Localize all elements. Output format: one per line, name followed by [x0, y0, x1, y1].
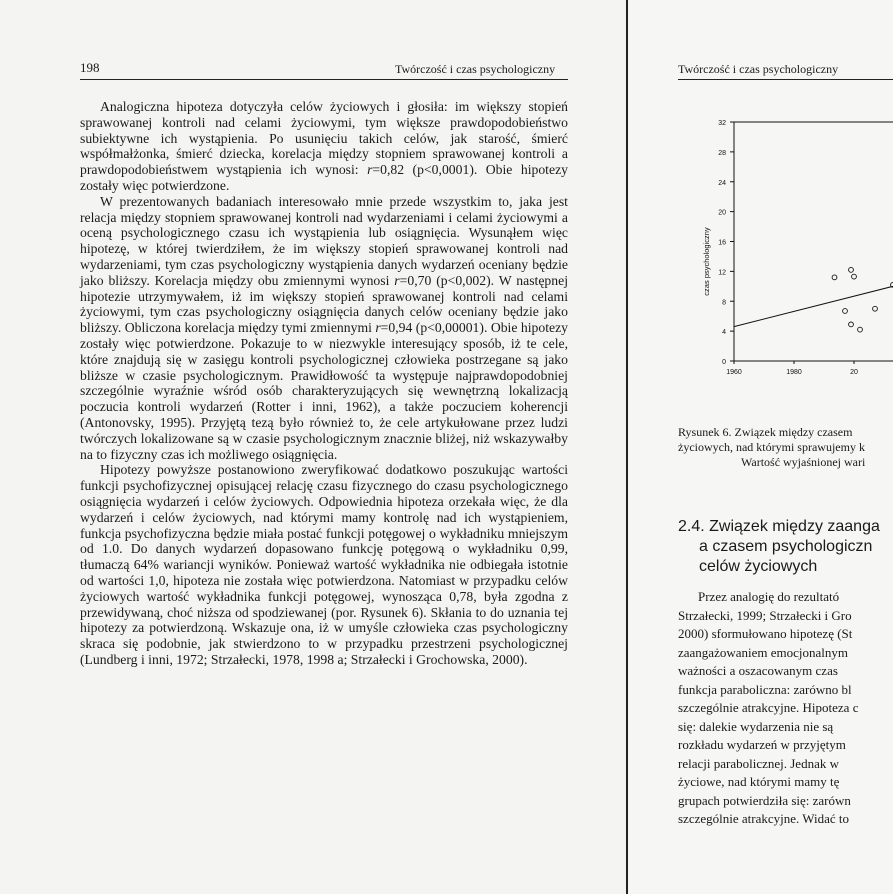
x-tick-label: 20 — [850, 369, 858, 376]
y-tick-label: 24 — [718, 179, 726, 187]
x-tick-label: 1960 — [726, 369, 742, 376]
paragraph-1 — [80, 99, 568, 194]
paragraph-2 — [80, 194, 568, 463]
paragraph-3 — [80, 462, 568, 667]
y-tick-label: 32 — [718, 120, 726, 127]
right-text-line: 2000) sformułowano hipotezę (St — [678, 626, 853, 641]
caption-line: Rysunek 6. Związek między czasem — [678, 425, 853, 439]
right-text-line: Strzałecki, 1999; Strzałecki i Gro — [678, 607, 852, 623]
y-tick-label: 16 — [718, 239, 726, 247]
paragraph-text: =0,94 (p<0,00001). Obie hipotezy zostały więc potwierdzone. Pokazuje to w niezwykle interesujący sposób, iż te cele, które znajdują się w zasięgu kontroli psychologicznej człowieka postrzegane są jako bliższe w czasie psychologicznym. Prawidłowość ta występuje najprawdopodobniej szczególnie wyraźnie wśród osób charakteryzujących się wewnętrzną lokalizacją poczucia kontroli wydarzeń (Rotter i inni, 1962), a także poczuciem koherencji (Antonovsky, 1995). Przyjętą tezą było również to, że cele artykułowane przez ludzi twórczych lokalizowane są w czasie psychologicznym znacznie bliżej, niż wskazywałby na to fizyczny czas ich możliwego osiągnięcia. — [80, 320, 569, 462]
paragraph-text: r — [367, 162, 373, 178]
y-axis-label: czas psychologiczny — [702, 227, 711, 296]
y-tick-label: 8 — [722, 299, 726, 307]
right-text-line: Przez analogię do rezultató — [698, 589, 840, 604]
paragraph-text: r — [394, 272, 400, 288]
y-tick-label: 4 — [722, 329, 726, 337]
body-text — [80, 99, 568, 668]
paragraph-text: =0,70 (p<0,002). W następnej hipotezie utrzymywałem, iż im większy stopień sprawowanej kontroli nad celami życiowymi, tym czas psychologiczny osiągnięcia danych celów oceniany będzie jako bliższy. Obliczona korelacja między tymi zmiennymi — [80, 272, 568, 336]
y-tick-label: 12 — [718, 269, 726, 277]
right-body-text — [678, 588, 893, 829]
paragraph-text: =0,82 (p<0,0001). Obie hipotezy zostały więc potwierdzone. — [80, 162, 568, 193]
data-point — [843, 309, 848, 314]
paragraph-text: W prezentowanych badaniach interesowało mnie przede wszystkim to, jaka jest relacja między stopniem sprawowanej kontroli nad wydarzeniami i celami życiowymi a oceną psychologicznego czasu ich wystąpienia lub osiągnięcia. Wysunąłem więc hipotezę, w której twierdziłem, że im większy stopień sprawowanej kontroli nad wydarzeniami, tym czas psychologiczny wystąpienia danych wydarzeń oceniany będzie jako bliższy. Korelacja między obu zmiennymi wynosi — [80, 193, 568, 288]
right-text-line: funkcja paraboliczna: zarówno bl — [678, 681, 852, 697]
data-point — [849, 322, 854, 327]
right-text-line: rozkładu wydarzeń w przyjętym — [678, 737, 846, 752]
y-tick-label: 28 — [718, 149, 726, 157]
running-header-left: Twórczość i czas psychologiczny — [395, 62, 556, 76]
running-header-right: Twórczość i czas psychologiczny — [678, 62, 839, 76]
data-point — [849, 267, 854, 272]
section-heading — [678, 517, 880, 577]
section-heading-line: 2.4. Związek między zaanga — [678, 518, 880, 535]
right-text-line: zaangażowaniem emocjonalnym — [678, 644, 849, 660]
data-point — [832, 275, 837, 280]
caption-line: Wartość wyjaśnionej wari — [741, 455, 866, 469]
data-point — [858, 327, 863, 332]
paragraph-text: r — [375, 320, 381, 336]
paragraph-text: Analogiczna hipoteza dotyczyła celów życiowych i głosiła: im większy stopień sprawowanej kontroli nad celami życiowymi, tym większe prawdopodobieństwo subiektywne ich wystąpienia. Po usunięciu takich celów, jak starość, śmierć współmałżonka, śmierć dziecka, korelacja między stopniem sprawowanej kontroli a prawdopodobieństwem wystąpienia ich wynosi: — [80, 99, 568, 178]
section-heading-line: celów życiowych — [699, 558, 818, 575]
x-tick-label: 1980 — [786, 369, 802, 376]
page-number: 198 — [80, 60, 100, 75]
y-tick-label: 20 — [718, 209, 726, 217]
header-rule-left — [80, 79, 568, 80]
data-point — [873, 306, 878, 311]
section-heading-line: a czasem psychologiczn — [699, 538, 873, 555]
right-text-line: grupach potwierdziła się: zarówn — [678, 792, 851, 808]
right-text-line: szczególnie atrakcyjne. Widać to — [678, 811, 850, 826]
right-page — [628, 0, 893, 894]
right-text-line: szczególnie atrakcyjne. Hipoteza c — [678, 700, 859, 715]
paragraph-text: Hipotezy powyższe postanowiono zweryfikować dodatkowo poszukując wartości funkcji psychofizycznej opisującej relację czasu fizycznego do czasu psychologicznego osiągnięcia wydarzeń i celów życiowych. Odpowiednia hipoteza orzekała więc, że dla wydarzeń i celów życiowych, nad którymi mamy kontrolę nad ich wystąpieniem, funkcja psychofizyczna będzie miała postać funkcji potęgowej o wykładniku mniejszym od 1.0. Do danych wydarzeń dopasowano funkcję potęgową o wykładniku 0,99, tłumaczą 64% wariancji wyników. Ponieważ wartość wykładnika nie odbiegała istotnie od wartości 1,0, hipoteza nie została więc potwierdzona. Natomiast w przypadku celów życiowych wartość wykładnika funkcji potęgowej, wynosząca 0,78, była zgodna z przewidywaną, choć niższa od spodziewanej (por. Rysunek 6). Skłania to do uznania tej hipotezy za potwierdzoną. Wskazuje ona, iż w umyśle człowieka czas psychologiczny skraca się podobnie, jak stwierdzono to w przypadku przestrzeni psychologicznej (Lundberg i inni, 1972; Strzałecki, 1978, 1998 a; Strzałecki i Grochowska, 2000). — [80, 462, 568, 667]
right-text-line: ważności a oszacowanym czas — [678, 663, 838, 678]
y-tick-label: 0 — [722, 359, 726, 366]
right-text-line: życiowe, nad którymi mamy tę — [678, 774, 840, 789]
right-text-line: relacji parabolicznej. Jednak w — [678, 755, 839, 771]
caption-line: życiowych, nad którymi sprawujemy k — [678, 440, 865, 454]
regression-line — [734, 286, 893, 326]
figure-caption — [678, 425, 893, 470]
data-point — [852, 274, 857, 279]
right-text-line: się: dalekie wydarzenia nie są — [678, 718, 834, 734]
